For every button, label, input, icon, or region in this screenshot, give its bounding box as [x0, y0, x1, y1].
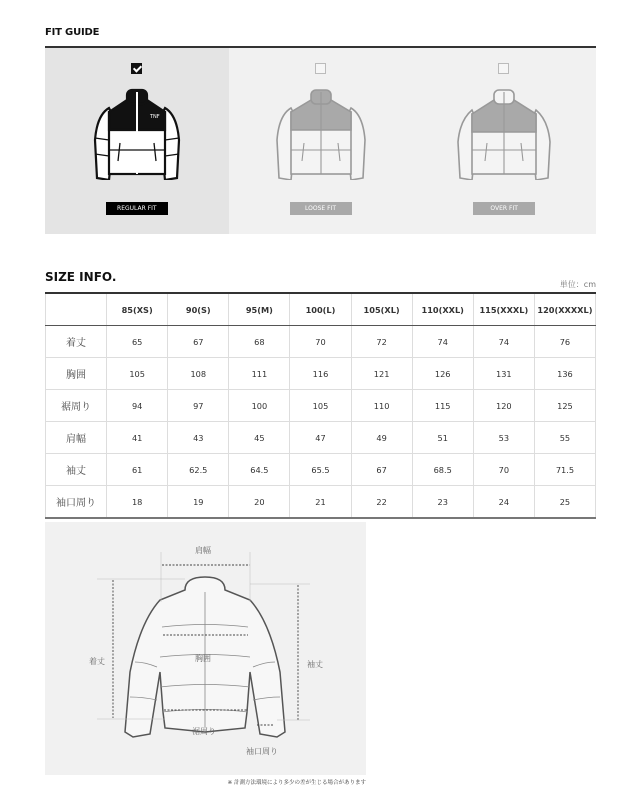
- fit-label-over: OVER FIT: [473, 202, 535, 215]
- table-cell: 115: [412, 390, 473, 422]
- table-cell: 61: [107, 454, 168, 486]
- table-cell: 110: [351, 390, 412, 422]
- table-cell: 49: [351, 422, 412, 454]
- column-header: 120(XXXXL): [534, 293, 595, 326]
- table-cell: 71.5: [534, 454, 595, 486]
- row-label: 裾周り: [46, 390, 107, 422]
- fit-label-loose: LOOSE FIT: [290, 202, 352, 215]
- label-chest: 胸囲: [195, 654, 211, 663]
- table-cell: 55: [534, 422, 595, 454]
- column-header: 100(L): [290, 293, 351, 326]
- table-row: [46, 326, 596, 358]
- table-row: [46, 358, 596, 390]
- fit-guide-panel: [45, 48, 596, 234]
- size-table: [45, 292, 596, 519]
- table-cell: 65.5: [290, 454, 351, 486]
- table-cell: 125: [534, 390, 595, 422]
- table-cell: 72: [351, 326, 412, 358]
- table-cell: 21: [290, 486, 351, 519]
- fit-label-regular: REGULAR FIT: [106, 202, 168, 215]
- checkbox-checked-icon[interactable]: [131, 63, 142, 74]
- table-cell: 131: [473, 358, 534, 390]
- unit-label: 単位：cm: [559, 280, 596, 289]
- table-cell: 43: [168, 422, 229, 454]
- table-cell: 68.5: [412, 454, 473, 486]
- column-header: 110(XXL): [412, 293, 473, 326]
- table-cell: 18: [107, 486, 168, 519]
- table-row: [46, 422, 596, 454]
- row-label: 肩幅: [46, 422, 107, 454]
- table-cell: 23: [412, 486, 473, 519]
- column-header: 115(XXXL): [473, 293, 534, 326]
- table-cell: 25: [534, 486, 595, 519]
- table-cell: 70: [290, 326, 351, 358]
- table-cell: 76: [534, 326, 595, 358]
- checkbox-unchecked-icon[interactable]: [498, 63, 509, 74]
- row-label: 袖丈: [46, 454, 107, 486]
- table-cell: 62.5: [168, 454, 229, 486]
- table-cell: 120: [473, 390, 534, 422]
- size-info-title: SIZE INFO.: [45, 270, 117, 284]
- table-cell: 65: [107, 326, 168, 358]
- table-cell: 67: [168, 326, 229, 358]
- column-header: 95(M): [229, 293, 290, 326]
- label-length: 着丈: [89, 657, 105, 666]
- table-header-row: [46, 293, 596, 326]
- row-label: 袖口周り: [46, 486, 107, 519]
- table-cell: 74: [412, 326, 473, 358]
- column-header: 105(XL): [351, 293, 412, 326]
- table-cell: 97: [168, 390, 229, 422]
- svg-text:TNF: TNF: [149, 114, 160, 120]
- table-cell: 53: [473, 422, 534, 454]
- table-cell: 45: [229, 422, 290, 454]
- fit-option-over[interactable]: [412, 48, 596, 234]
- jacket-outline-icon: [45, 522, 366, 775]
- jacket-regular-fit-icon: [87, 80, 187, 180]
- table-cell: 64.5: [229, 454, 290, 486]
- table-cell: 94: [107, 390, 168, 422]
- table-cell: 19: [168, 486, 229, 519]
- table-row: [46, 390, 596, 422]
- label-shoulder: 肩幅: [195, 546, 211, 555]
- table-cell: 41: [107, 422, 168, 454]
- table-cell: 116: [290, 358, 351, 390]
- table-cell: 24: [473, 486, 534, 519]
- table-cell: 47: [290, 422, 351, 454]
- table-cell: 105: [290, 390, 351, 422]
- table-cell: 22: [351, 486, 412, 519]
- checkbox-unchecked-icon[interactable]: [315, 63, 326, 74]
- table-cell: 74: [473, 326, 534, 358]
- table-cell: 100: [229, 390, 290, 422]
- table-row: [46, 486, 596, 519]
- fit-option-loose[interactable]: [229, 48, 413, 234]
- table-cell: 70: [473, 454, 534, 486]
- row-label: 胸囲: [46, 358, 107, 390]
- fit-option-regular[interactable]: [45, 48, 229, 234]
- table-cell: 20: [229, 486, 290, 519]
- table-row: [46, 454, 596, 486]
- table-cell: 111: [229, 358, 290, 390]
- table-cell: 67: [351, 454, 412, 486]
- measurement-note: ※ 計測方法環境により多少の差が生じる場合があります: [227, 780, 366, 786]
- table-cell: 105: [107, 358, 168, 390]
- column-header: [46, 293, 107, 326]
- fit-guide-title: FIT GUIDE: [45, 27, 100, 38]
- jacket-over-fit-icon: [454, 80, 554, 180]
- row-label: 着丈: [46, 326, 107, 358]
- label-hem: 裾周り: [192, 727, 216, 736]
- table-cell: 136: [534, 358, 595, 390]
- label-sleeve: 袖丈: [307, 660, 323, 669]
- column-header: 90(S): [168, 293, 229, 326]
- table-cell: 51: [412, 422, 473, 454]
- table-cell: 108: [168, 358, 229, 390]
- table-cell: 68: [229, 326, 290, 358]
- label-cuff: 袖口周り: [246, 747, 278, 756]
- measurement-diagram: [45, 522, 366, 775]
- table-cell: 121: [351, 358, 412, 390]
- table-cell: 126: [412, 358, 473, 390]
- column-header: 85(XS): [107, 293, 168, 326]
- jacket-loose-fit-icon: [271, 80, 371, 180]
